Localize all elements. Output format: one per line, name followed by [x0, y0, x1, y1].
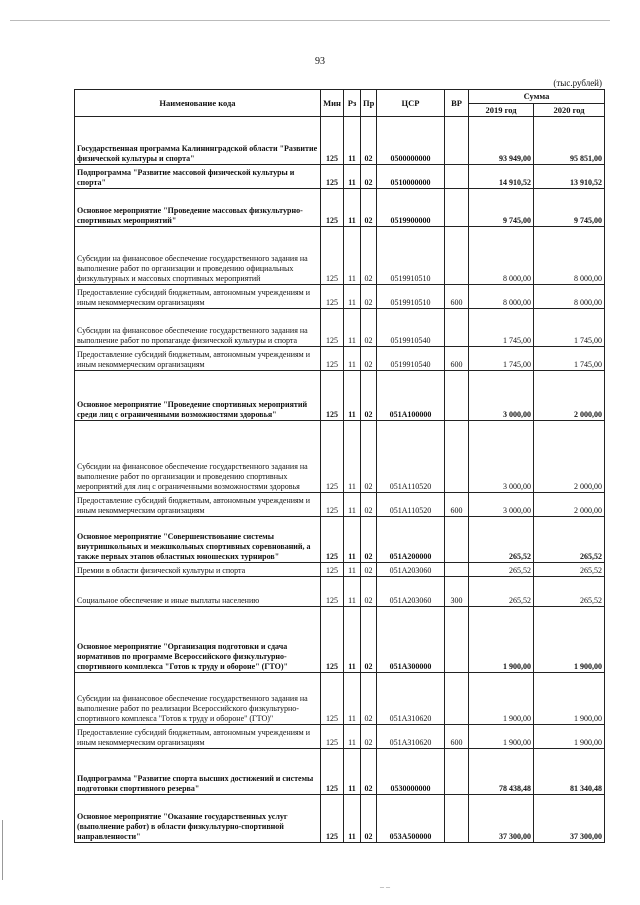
cell-min: 125 [321, 165, 344, 189]
cell-v2020: 2 000,00 [534, 371, 605, 421]
cell-csr: 051А310620 [377, 725, 445, 749]
cell-rz: 11 [344, 347, 361, 371]
cell-name: Предоставление субсидий бюджетным, автономным учреждениям и иным некоммерческим организациям [75, 285, 321, 309]
cell-name: Основное мероприятие "Проведение спортивных мероприятий среди лиц с ограниченными возможностями здоровья" [75, 371, 321, 421]
cell-csr: 0519910540 [377, 309, 445, 347]
cell-min: 125 [321, 371, 344, 421]
header-rz: Рз [344, 90, 361, 117]
header-2020: 2020 год [534, 104, 605, 117]
cell-vr: 600 [445, 725, 469, 749]
cell-vr [445, 749, 469, 795]
cell-v2019: 3 000,00 [469, 371, 534, 421]
cell-rz: 11 [344, 421, 361, 493]
cell-min: 125 [321, 725, 344, 749]
cell-name: Подпрограмма "Развитие спорта высших достижений и системы подготовки спортивного резерва" [75, 749, 321, 795]
cell-vr [445, 371, 469, 421]
cell-v2019: 3 000,00 [469, 421, 534, 493]
table-row [75, 517, 605, 563]
cell-v2019: 265,52 [469, 563, 534, 577]
cell-v2020: 265,52 [534, 517, 605, 563]
cell-csr: 0510000000 [377, 165, 445, 189]
cell-min: 125 [321, 285, 344, 309]
cell-csr: 0519910510 [377, 285, 445, 309]
cell-csr: 051А110520 [377, 493, 445, 517]
cell-pr: 02 [361, 165, 377, 189]
cell-v2020: 1 900,00 [534, 673, 605, 725]
table-row [75, 227, 605, 285]
cell-name: Основное мероприятие "Проведение массовых физкультурно-спортивных мероприятий" [75, 189, 321, 227]
cell-name: Субсидии на финансовое обеспечение государственного задания на выполнение работ по пропаганде физической культуры и спорта [75, 309, 321, 347]
cell-pr: 02 [361, 749, 377, 795]
cell-pr: 02 [361, 285, 377, 309]
cell-v2019: 3 000,00 [469, 493, 534, 517]
cell-name: Предоставление субсидий бюджетным, автономным учреждениям и иным некоммерческим организациям [75, 725, 321, 749]
cell-rz: 11 [344, 725, 361, 749]
cell-pr: 02 [361, 189, 377, 227]
cell-v2020: 265,52 [534, 563, 605, 577]
cell-csr: 0519910540 [377, 347, 445, 371]
cell-csr: 0530000000 [377, 749, 445, 795]
cell-csr: 051А310620 [377, 673, 445, 725]
units-label: (тыс.рублей) [553, 78, 602, 88]
cell-rz: 11 [344, 227, 361, 285]
cell-v2019: 37 300,00 [469, 795, 534, 843]
cell-min: 125 [321, 309, 344, 347]
cell-vr: 300 [445, 577, 469, 607]
cell-v2019: 8 000,00 [469, 227, 534, 285]
cell-name: Субсидии на финансовое обеспечение государственного задания на выполнение работ по организации и проведению спортивных мероприятий для лиц с ограниченными возможностями здоровья [75, 421, 321, 493]
cell-min: 125 [321, 227, 344, 285]
cell-vr [445, 517, 469, 563]
cell-min: 125 [321, 577, 344, 607]
cell-pr: 02 [361, 347, 377, 371]
table-row [75, 285, 605, 309]
cell-v2019: 93 949,00 [469, 117, 534, 165]
cell-v2019: 1 900,00 [469, 725, 534, 749]
cell-name: Предоставление субсидий бюджетным, автономным учреждениям и иным некоммерческим организациям [75, 347, 321, 371]
table-row [75, 371, 605, 421]
cell-csr: 051А300000 [377, 607, 445, 673]
cell-csr: 053А500000 [377, 795, 445, 843]
cell-min: 125 [321, 749, 344, 795]
cell-vr [445, 117, 469, 165]
table-row [75, 347, 605, 371]
table-row [75, 795, 605, 843]
cell-pr: 02 [361, 673, 377, 725]
cell-v2020: 1 900,00 [534, 725, 605, 749]
cell-rz: 11 [344, 371, 361, 421]
cell-v2019: 1 900,00 [469, 673, 534, 725]
cell-name: Основное мероприятие "Оказание государственных услуг (выполнение работ) в области физкультурно-спортивной направленности" [75, 795, 321, 843]
cell-v2019: 265,52 [469, 577, 534, 607]
cell-vr [445, 421, 469, 493]
cell-rz: 11 [344, 577, 361, 607]
cell-v2020: 2 000,00 [534, 421, 605, 493]
cell-rz: 11 [344, 309, 361, 347]
budget-table [74, 89, 605, 843]
cell-v2020: 2 000,00 [534, 493, 605, 517]
cell-v2019: 1 900,00 [469, 607, 534, 673]
cell-v2020: 37 300,00 [534, 795, 605, 843]
cell-vr [445, 673, 469, 725]
cell-rz: 11 [344, 493, 361, 517]
cell-name: Государственная программа Калининградской области "Развитие физической культуры и спорта" [75, 117, 321, 165]
cell-v2020: 8 000,00 [534, 227, 605, 285]
cell-csr: 051А110520 [377, 421, 445, 493]
cell-pr: 02 [361, 371, 377, 421]
margin-mark [2, 820, 3, 880]
cell-v2020: 81 340,48 [534, 749, 605, 795]
footer-mark: – – [380, 882, 390, 891]
header-pr: Пр [361, 90, 377, 117]
cell-rz: 11 [344, 749, 361, 795]
cell-vr [445, 563, 469, 577]
cell-v2020: 1 745,00 [534, 309, 605, 347]
cell-name: Предоставление субсидий бюджетным, автономным учреждениям и иным некоммерческим организациям [75, 493, 321, 517]
cell-v2019: 14 910,52 [469, 165, 534, 189]
cell-min: 125 [321, 493, 344, 517]
cell-vr [445, 227, 469, 285]
page-number: 93 [315, 56, 325, 67]
cell-csr: 0519900000 [377, 189, 445, 227]
cell-pr: 02 [361, 725, 377, 749]
cell-v2020: 1 900,00 [534, 607, 605, 673]
cell-rz: 11 [344, 563, 361, 577]
cell-vr [445, 309, 469, 347]
table-row [75, 493, 605, 517]
cell-rz: 11 [344, 165, 361, 189]
cell-csr: 051А203060 [377, 577, 445, 607]
cell-min: 125 [321, 563, 344, 577]
cell-rz: 11 [344, 189, 361, 227]
cell-vr: 600 [445, 347, 469, 371]
cell-rz: 11 [344, 117, 361, 165]
cell-rz: 11 [344, 285, 361, 309]
table-row [75, 563, 605, 577]
cell-min: 125 [321, 673, 344, 725]
header-csr: ЦСР [377, 90, 445, 117]
cell-pr: 02 [361, 563, 377, 577]
header-name: Наименование кода [75, 90, 321, 117]
cell-rz: 11 [344, 673, 361, 725]
cell-rz: 11 [344, 795, 361, 843]
cell-csr: 0519910510 [377, 227, 445, 285]
header-sum: Сумма [469, 90, 605, 104]
table-row [75, 749, 605, 795]
table-row [75, 725, 605, 749]
cell-pr: 02 [361, 117, 377, 165]
cell-vr [445, 795, 469, 843]
cell-name: Премии в области физической культуры и спорта [75, 563, 321, 577]
header-vr: ВР [445, 90, 469, 117]
cell-name: Подпрограмма "Развитие массовой физической культуры и спорта" [75, 165, 321, 189]
cell-v2020: 13 910,52 [534, 165, 605, 189]
table-row [75, 673, 605, 725]
table-row [75, 309, 605, 347]
cell-rz: 11 [344, 517, 361, 563]
cell-csr: 051А100000 [377, 371, 445, 421]
cell-v2019: 9 745,00 [469, 189, 534, 227]
cell-csr: 0500000000 [377, 117, 445, 165]
cell-name: Субсидии на финансовое обеспечение государственного задания на выполнение работ по реализации Всероссийского физкультурно-спортивного комплекса "Готов к труду и обороне" (ГТО)" [75, 673, 321, 725]
cell-csr: 051А200000 [377, 517, 445, 563]
table-row [75, 165, 605, 189]
cell-min: 125 [321, 117, 344, 165]
cell-v2019: 1 745,00 [469, 309, 534, 347]
cell-v2020: 9 745,00 [534, 189, 605, 227]
cell-vr [445, 607, 469, 673]
cell-pr: 02 [361, 227, 377, 285]
cell-v2020: 8 000,00 [534, 285, 605, 309]
cell-min: 125 [321, 421, 344, 493]
header-min: Мин [321, 90, 344, 117]
cell-min: 125 [321, 189, 344, 227]
cell-v2019: 8 000,00 [469, 285, 534, 309]
table-row [75, 117, 605, 165]
cell-pr: 02 [361, 421, 377, 493]
cell-pr: 02 [361, 309, 377, 347]
cell-vr [445, 189, 469, 227]
cell-vr: 600 [445, 493, 469, 517]
cell-v2020: 1 745,00 [534, 347, 605, 371]
table-row [75, 421, 605, 493]
cell-rz: 11 [344, 607, 361, 673]
cell-csr: 051А203060 [377, 563, 445, 577]
top-rule [10, 20, 610, 21]
cell-name: Основное мероприятие "Организация подготовки и сдача нормативов по программе Всероссийского физкультурно-спортивного комплекса "Готов к труду и обороне" (ГТО)" [75, 607, 321, 673]
header-2019: 2019 год [469, 104, 534, 117]
cell-pr: 02 [361, 607, 377, 673]
cell-pr: 02 [361, 517, 377, 563]
cell-name: Социальное обеспечение и иные выплаты населению [75, 577, 321, 607]
cell-pr: 02 [361, 577, 377, 607]
cell-name: Основное мероприятие "Совершенствование системы внутришкольных и межшкольных спортивных соревнований, а также первых этапов областных юношеских турниров" [75, 517, 321, 563]
cell-pr: 02 [361, 493, 377, 517]
cell-min: 125 [321, 795, 344, 843]
table-row [75, 607, 605, 673]
cell-min: 125 [321, 517, 344, 563]
table-row [75, 577, 605, 607]
cell-vr: 600 [445, 285, 469, 309]
table-row [75, 189, 605, 227]
cell-v2020: 265,52 [534, 577, 605, 607]
cell-v2019: 78 438,48 [469, 749, 534, 795]
cell-v2020: 95 851,00 [534, 117, 605, 165]
cell-pr: 02 [361, 795, 377, 843]
cell-vr [445, 165, 469, 189]
cell-v2019: 265,52 [469, 517, 534, 563]
cell-v2019: 1 745,00 [469, 347, 534, 371]
cell-name: Субсидии на финансовое обеспечение государственного задания на выполнение работ по организации и проведению официальных физкультурных и массовых спортивных мероприятий [75, 227, 321, 285]
cell-min: 125 [321, 347, 344, 371]
cell-min: 125 [321, 607, 344, 673]
